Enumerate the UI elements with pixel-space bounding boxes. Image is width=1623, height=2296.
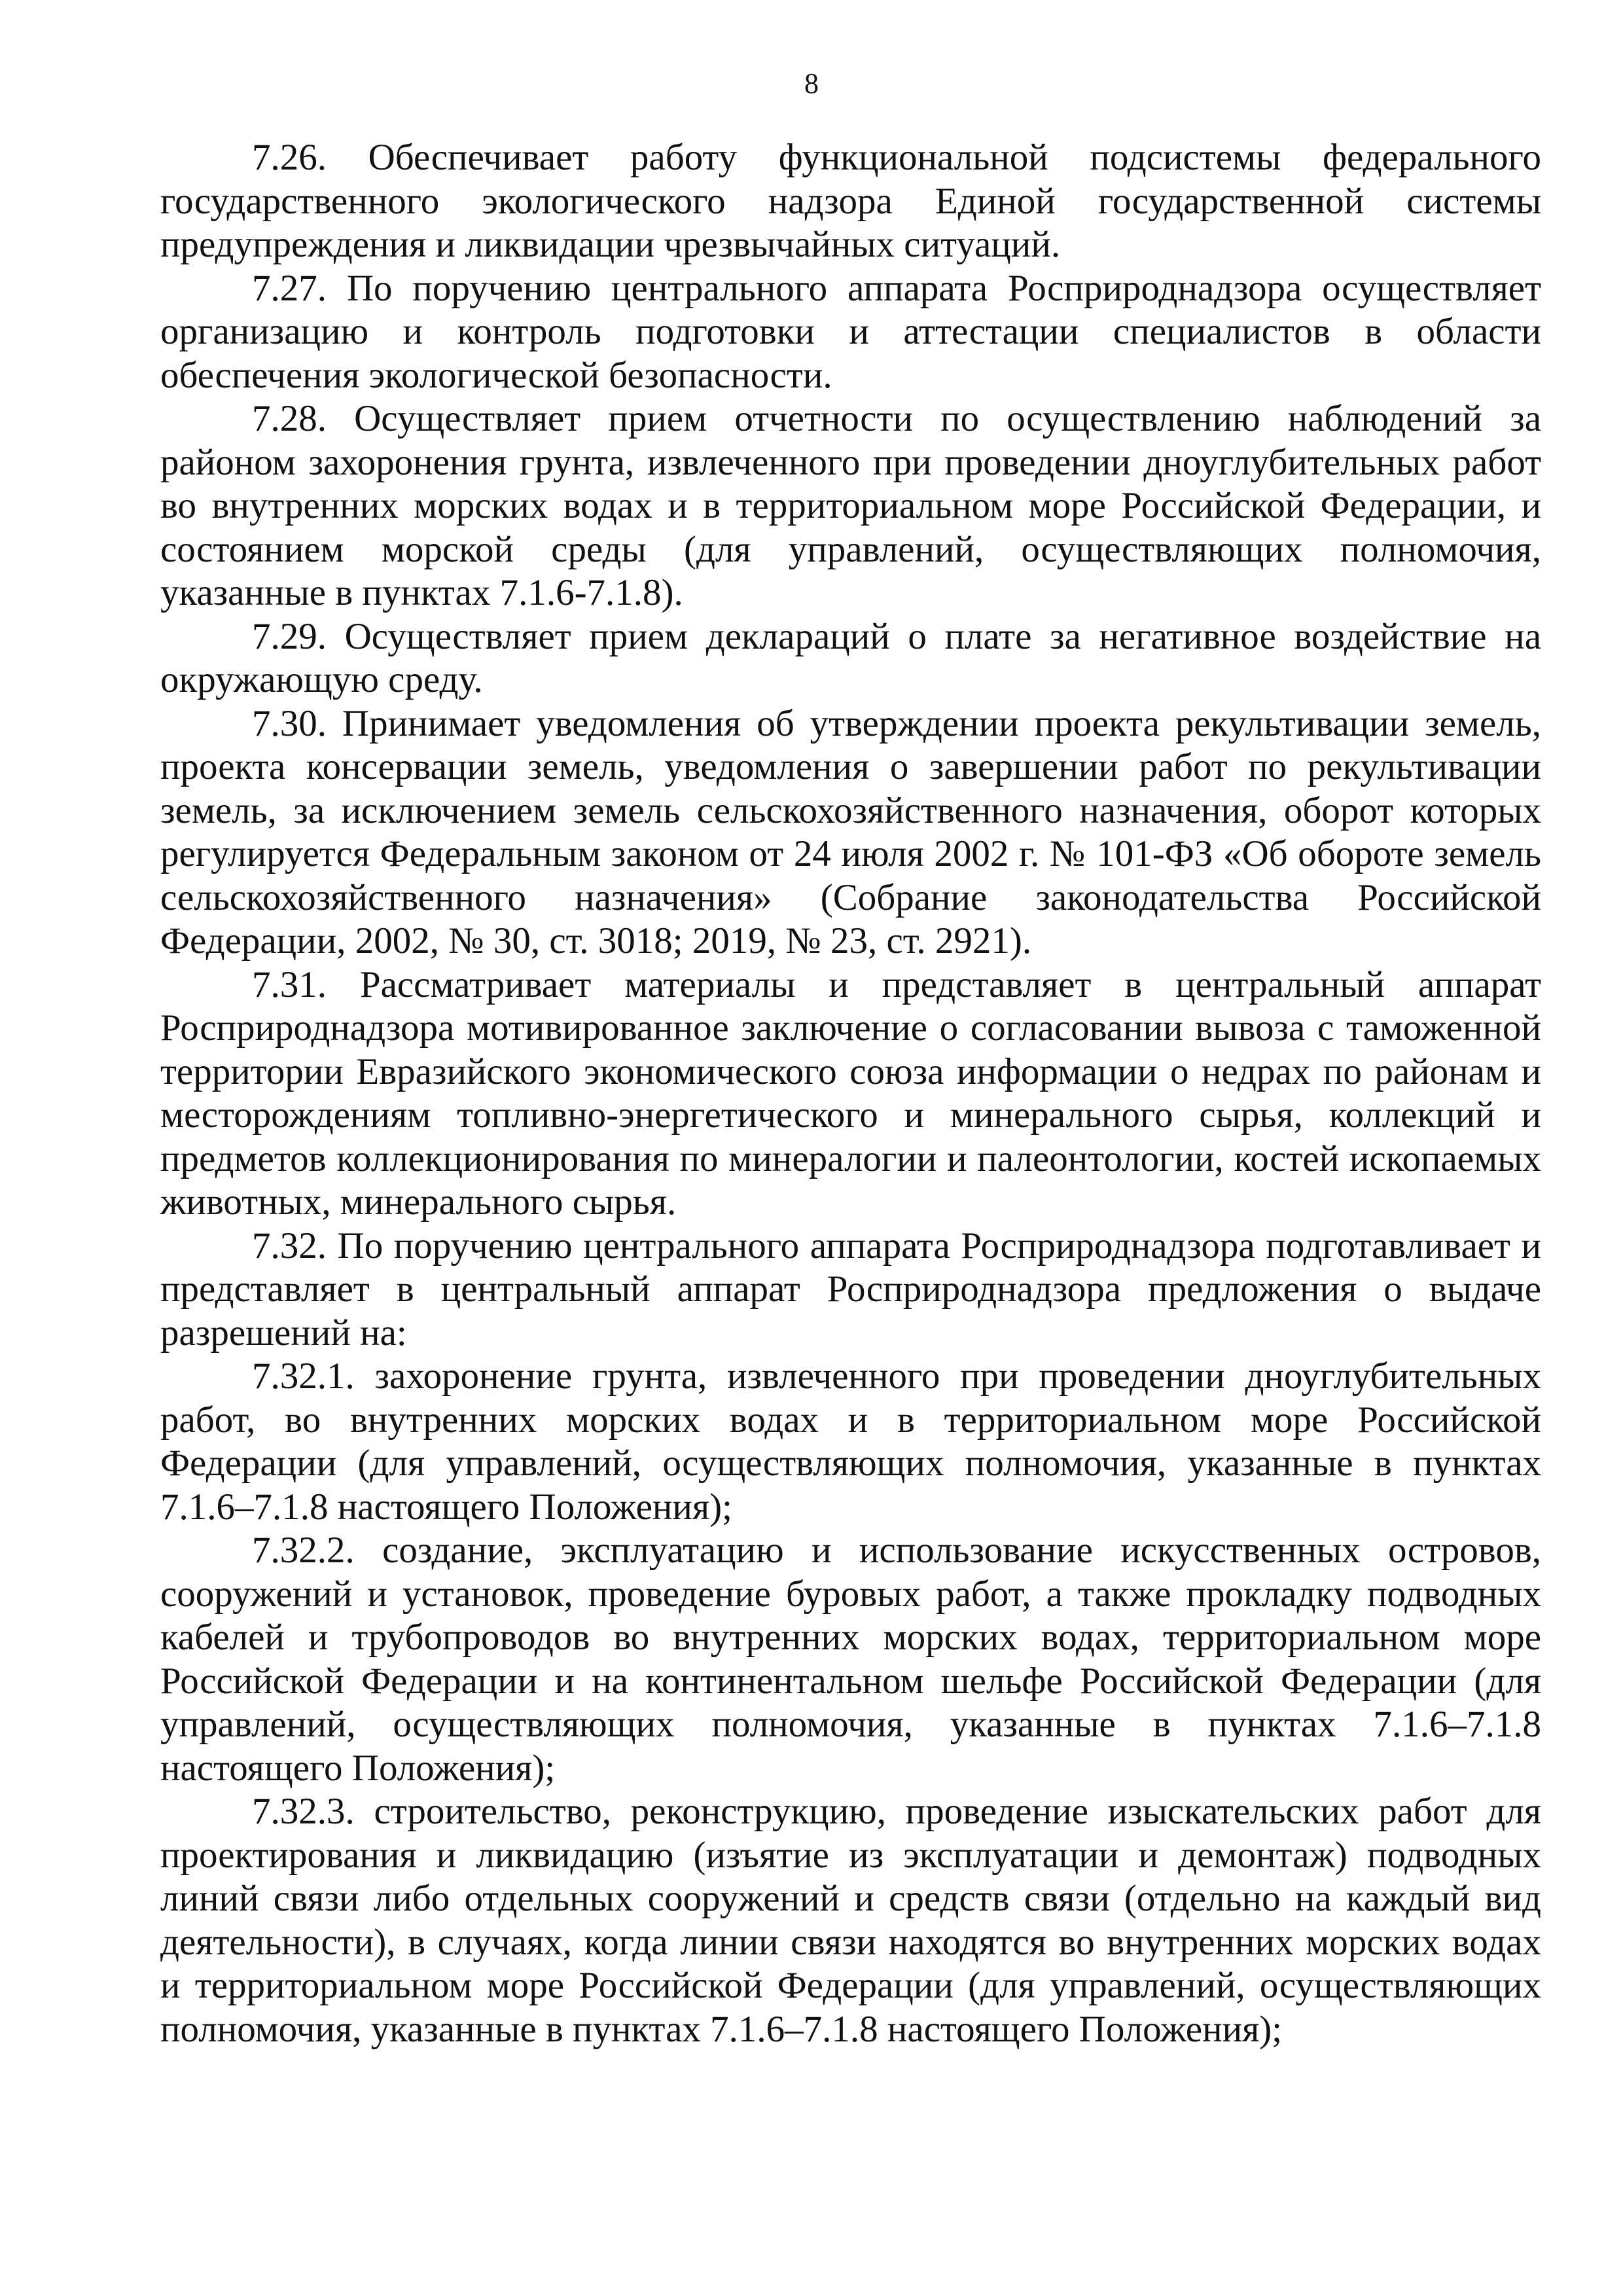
paragraph-7-32: 7.32. По поручению центрального аппарата Росприроднадзора подготавливает и представляет в центральный аппарат Росприроднадзора предложения о выдаче разрешений на: (160, 1225, 1541, 1354)
paragraph-7-32-1: 7.32.1. захоронение грунта, извлеченного при проведении дноуглубительных работ, во внутренних морских водах и в территориальном море Российской Федерации (для управлений, осуществляющих полномочия, указанные в пунктах 7.1.6–7.1.8 настоящего Положения); (160, 1355, 1541, 1528)
paragraph-7-32-2: 7.32.2. создание, эксплуатацию и использование искусственных островов, сооружений и установок, проведение буровых работ, а также прокладку подводных кабелей и трубопроводов во внутренних морских водах, территориальном море Российской Федерации и на континентальном шельфе Российской Федерации (для управлений, осуществляющих полномочия, указанные в пунктах 7.1.6–7.1.8 настоящего Положения); (160, 1530, 1541, 1789)
paragraph-7-29: 7.29. Осуществляет прием деклараций о плате за негативное воздействие на окружающую среду. (160, 615, 1541, 700)
page-number: 8 (804, 67, 819, 99)
paragraph-7-30: 7.30. Принимает уведомления об утверждении проекта рекультивации земель, проекта консервации земель, уведомления о завершении работ по рекультивации земель, за исключением земель сельскохозяйственного назначения, оборот которых регулируется Федеральным законом от 24 июля 2002 г. № 101-ФЗ «Об обороте земель сельскохозяйственного назначения» (Собрание законодательства Российской Федерации, 2002, № 30, ст. 3018; 2019, № 23, ст. 2921). (160, 702, 1541, 961)
paragraph-7-28: 7.28. Осуществляет прием отчетности по осуществлению наблюдений за районом захоронения грунта, извлеченного при проведении дноуглубительных работ во внутренних морских водах и в территориальном море Российской Федерации, и состоянием морской среды (для управлений, осуществляющих полномочия, указанные в пунктах 7.1.6-7.1.8). (160, 398, 1541, 613)
document-body (160, 136, 1541, 2051)
paragraph-7-27: 7.27. По поручению центрального аппарата Росприроднадзора осуществляет организацию и контроль подготовки и аттестации специалистов в области обеспечения экологической безопасности. (160, 267, 1541, 396)
paragraph-7-31: 7.31. Рассматривает материалы и представляет в центральный аппарат Росприроднадзора мотивированное заключение о согласовании вывоза с таможенной территории Евразийского экономического союза информации о недрах по районам и месторождениям топливно-энергетического и минерального сырья, коллекций и предметов коллекционирования по минералогии и палеонтологии, костей ископаемых животных, минерального сырья. (160, 963, 1541, 1223)
paragraph-7-32-3: 7.32.3. строительство, реконструкцию, проведение изыскательских работ для проектирования и ликвидацию (изъятие из эксплуатации и демонтаж) подводных линий связи либо отдельных сооружений и средств связи (отдельно на каждый вид деятельности), в случаях, когда линии связи находятся во внутренних морских водах и территориальном море Российской Федерации (для управлений, осуществляющих полномочия, указанные в пунктах 7.1.6–7.1.8 настоящего Положения); (160, 1791, 1541, 2050)
paragraph-7-26: 7.26. Обеспечивает работу функциональной подсистемы федерального государственного экологического надзора Единой государственной системы предупреждения и ликвидации чрезвычайных ситуаций. (160, 137, 1541, 265)
